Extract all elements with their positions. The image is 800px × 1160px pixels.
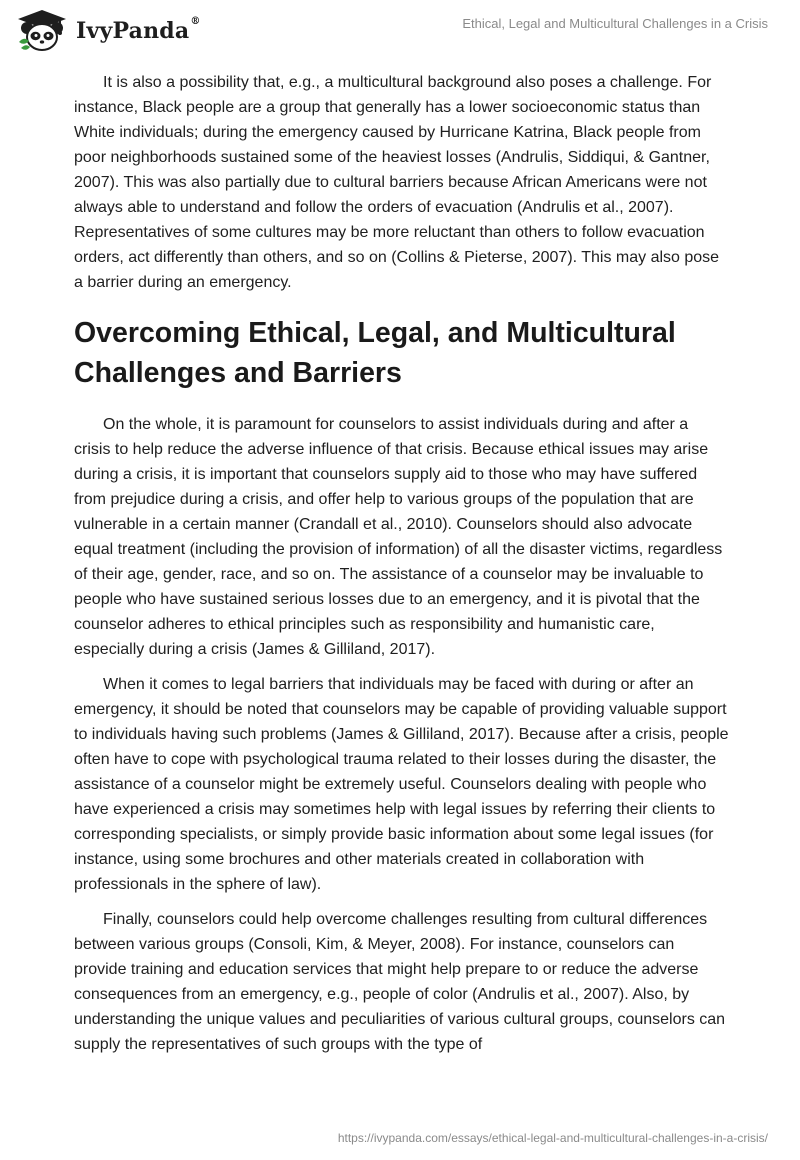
essay-body: [74, 70, 729, 1067]
paragraph: When it comes to legal barriers that individuals may be faced with during or after an emergency, it should be noted that counselors may be capable of providing valuable support to individuals having such problems (James & Gilliland, 2017). Because after a crisis, people often have to cope with psychological trauma related to their losses during the disaster, the assistance of a counselor might be extremely useful. Counselors dealing with people who have experienced a crisis may sometimes help with legal issues by referring their clients to corresponding specialists, or simply provide basic information about some legal issues (for instance, using some brochures and other materials created in collaboration with professionals in the sphere of law).: [74, 676, 729, 893]
source-url[interactable]: https://ivypanda.com/essays/ethical-legal-and-multicultural-challenges-in-a-crisis/: [337, 1131, 768, 1145]
registered-mark: ®: [190, 16, 201, 27]
ivypanda-logo-icon: [14, 8, 70, 54]
page-title: Ethical, Legal and Multicultural Challenges in a Crisis: [462, 16, 768, 31]
brand-logo[interactable]: [14, 8, 201, 54]
brand-name: [76, 18, 201, 44]
paragraph: It is also a possibility that, e.g., a multicultural background also poses a challenge. For instance, Black people are a group that generally has a lower socioeconomic status than White individuals; during the emergency caused by Hurricane Katrina, Black people from poor neighborhoods sustained some of the heaviest losses (Andrulis, Siddiqui, & Gantner, 2007). This was also partially due to cultural barriers because African Americans were not always able to understand and follow the orders of evacuation (Andrulis et al., 2007). Representatives of some cultures may be more reluctant than others to follow evacuation orders, act differently than others, and so on (Collins & Pieterse, 2007). This may also pose a barrier during an emergency.: [74, 74, 720, 291]
brand-name-text: IvyPanda: [76, 18, 190, 44]
page-header: [0, 0, 800, 64]
paragraph: On the whole, it is paramount for counselors to assist individuals during and after a crisis to help reduce the adverse influence of that crisis. Because ethical issues may arise during a crisis, it is important that counselors supply aid to those who may have suffered from prejudice during a crisis, and offer help to various groups of the population that are vulnerable in a certain manner (Crandall et al., 2010). Counselors should also advocate equal treatment (including the provision of information) of all the disaster victims, regardless of their age, gender, race, and so on. The assistance of a counselor may be invaluable to people who have sustained serious losses due to an emergency, and it is pivotal that the counselor adheres to ethical principles such as responsibility and humanistic care, especially during a crisis (James & Gilliland, 2017).: [74, 416, 723, 658]
paragraph: Finally, counselors could help overcome challenges resulting from cultural differences between various groups (Consoli, Kim, & Meyer, 2008). For instance, counselors can provide training and education services that might help prepare to or reduce the adverse consequences from an emergency, e.g., people of color (Andrulis et al., 2007). Also, by understanding the unique values and peculiarities of various cultural groups, counselors can supply the representatives of such groups with the type of: [74, 911, 726, 1053]
section-heading: Overcoming Ethical, Legal, and Multicultural Challenges and Barriers: [74, 317, 676, 389]
